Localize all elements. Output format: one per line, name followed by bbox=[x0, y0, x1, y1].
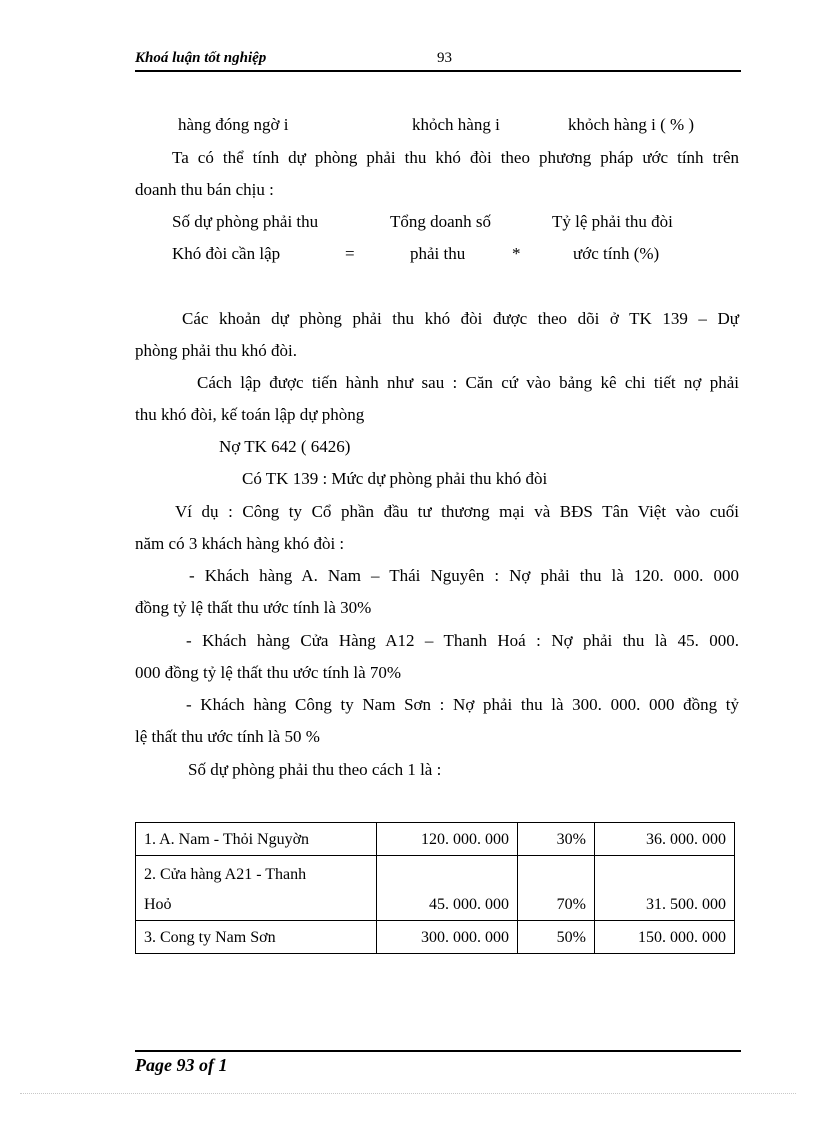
customer-2-line-1: - Khách hàng Cửa Hàng A12 – Thanh Hoá : Nợ phải thu là 45. 000. bbox=[186, 631, 739, 650]
paragraph-3-line-1: Cách lập được tiến hành như sau : Căn cứ vào bảng kê chi tiết nợ phải bbox=[197, 373, 739, 392]
paragraph-1-line-1: Ta có thể tính dự phòng phải thu khó đòi theo phương pháp ước tính trên bbox=[172, 148, 739, 167]
table-row bbox=[136, 856, 735, 921]
example-line-2: năm có 3 khách hàng khó đòi : bbox=[135, 534, 345, 553]
table-cell-rate: 70% bbox=[518, 856, 595, 921]
journal-entry-debit: Nợ TK 642 ( 6426) bbox=[219, 437, 351, 456]
text-fragment-1: hàng đóng ngờ i bbox=[178, 115, 289, 134]
summary-caption: Số dự phòng phải thu theo cách 1 là : bbox=[188, 760, 442, 779]
table-cell-customer: 1. A. Nam - Thỏi Nguyờn bbox=[136, 823, 377, 856]
text-fragment-3: khỏch hàng i ( % ) bbox=[568, 115, 695, 134]
header-page-number: 93 bbox=[437, 50, 452, 66]
table-cell-debt: 45. 000. 000 bbox=[377, 856, 518, 921]
paragraph-1-line-2: doanh thu bán chịu : bbox=[135, 180, 274, 199]
formula-multiply-sign: * bbox=[512, 244, 521, 263]
table-cell-debt: 120. 000. 000 bbox=[377, 823, 518, 856]
table-row bbox=[136, 823, 735, 856]
formula-label-provision: Số dự phòng phải thu bbox=[172, 212, 319, 231]
footer-divider bbox=[135, 1050, 741, 1052]
paragraph-3-line-2: thu khó đòi, kế toán lập dự phòng bbox=[135, 405, 365, 424]
customer-1-line-1: - Khách hàng A. Nam – Thái Nguyên : Nợ phải thu là 120. 000. 000 bbox=[189, 566, 739, 585]
table-cell-provision: 150. 000. 000 bbox=[595, 921, 735, 954]
table-cell-rate: 50% bbox=[518, 921, 595, 954]
paragraph-2-line-2: phòng phải thu khó đòi. bbox=[135, 341, 297, 360]
provision-table bbox=[135, 822, 735, 954]
table-row bbox=[136, 921, 735, 954]
customer-3-line-2: lệ thất thu ước tính là 50 % bbox=[135, 727, 320, 746]
table-cell-customer: 2. Cửa hàng A21 - Thanh Hoỏ bbox=[136, 856, 377, 921]
header-divider bbox=[135, 70, 741, 72]
text-fragment-2: khỏch hàng i bbox=[412, 115, 500, 134]
formula-equals-sign: = bbox=[345, 244, 355, 263]
page-bottom-dotted-line bbox=[20, 1093, 796, 1094]
footer-page-label: Page 93 of 1 bbox=[135, 1055, 228, 1075]
table-cell-provision: 31. 500. 000 bbox=[595, 856, 735, 921]
formula-label-estimate: ước tính (%) bbox=[573, 244, 660, 263]
customer-3-line-1: - Khách hàng Công ty Nam Sơn : Nợ phải thu là 300. 000. 000 đồng tỷ bbox=[186, 695, 739, 714]
table-cell-debt: 300. 000. 000 bbox=[377, 921, 518, 954]
example-line-1: Ví dụ : Công ty Cổ phần đầu tư thương mại và BĐS Tân Việt vào cuối bbox=[175, 502, 739, 521]
paragraph-2-line-1: Các khoản dự phòng phải thu khó đòi được theo dõi ở TK 139 – Dự bbox=[182, 309, 739, 328]
table-cell-customer: 3. Cong ty Nam Sơn bbox=[136, 921, 377, 954]
formula-label-provision-2: Khó đòi cần lập bbox=[172, 244, 281, 263]
formula-label-rate: Tỷ lệ phải thu đòi bbox=[552, 212, 673, 231]
customer-2-line-2: 000 đồng tỷ lệ thất thu ước tính là 70% bbox=[135, 663, 402, 682]
customer-1-line-2: đồng tỷ lệ thất thu ước tính là 30% bbox=[135, 598, 372, 617]
formula-label-total-revenue: Tổng doanh số bbox=[390, 212, 492, 231]
journal-entry-credit: Có TK 139 : Mức dự phòng phải thu khó đòi bbox=[242, 469, 548, 488]
header-title: Khoá luận tốt nghiệp bbox=[135, 50, 267, 66]
table-cell-rate: 30% bbox=[518, 823, 595, 856]
formula-label-receivable: phải thu bbox=[410, 244, 466, 263]
table-cell-provision: 36. 000. 000 bbox=[595, 823, 735, 856]
